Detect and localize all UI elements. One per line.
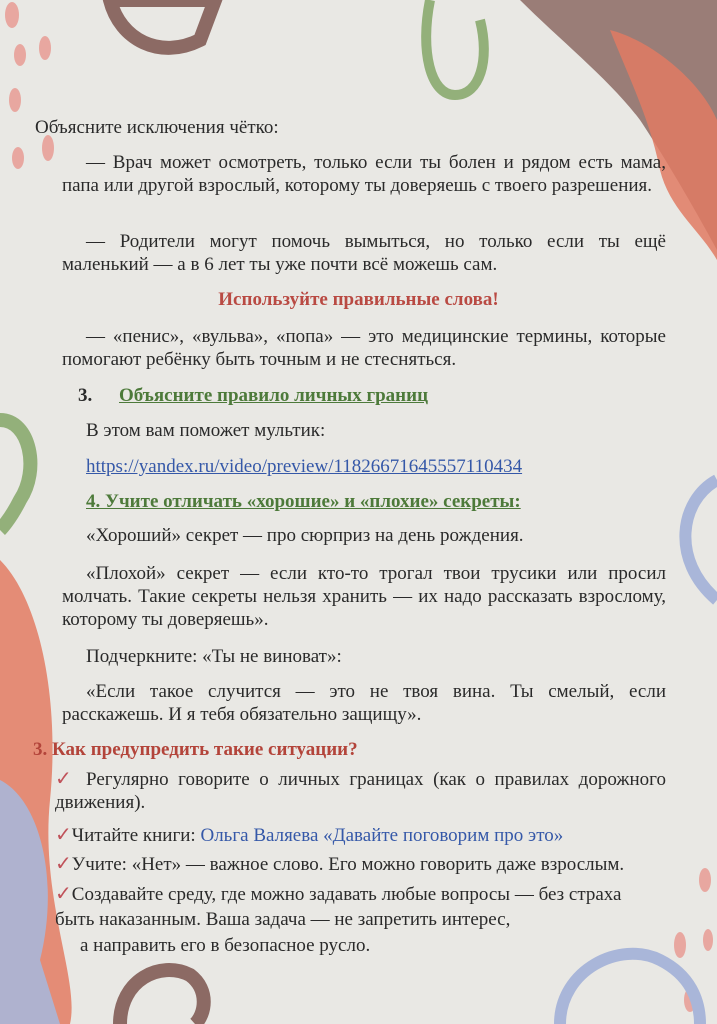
good-secret-text: «Хороший» секрет — про сюрприз на день рождения.	[86, 525, 524, 546]
prevention-item-1	[55, 768, 666, 814]
section3-number: 3.	[78, 385, 93, 406]
prevention-item-4-line1	[55, 883, 622, 906]
check-mark-icon: ✓	[55, 768, 77, 790]
prevention-number: 3.	[33, 739, 48, 760]
prevention-item-4-line3: а направить его в безопасное русло.	[80, 935, 371, 956]
prevention-heading	[33, 738, 358, 761]
section3-heading	[78, 384, 428, 407]
correct-words-heading: Используйте правильные слова!	[218, 289, 499, 310]
prevention-item-3-text: Учите: «Нет» — важное слово. Его можно говорить даже взрослым.	[71, 854, 625, 875]
section3-title: Объясните правило личных границ	[119, 385, 429, 406]
prevention-item-4-line2: быть наказанным. Ваша задача — не запретить интерес,	[55, 909, 511, 930]
prevention-item-2	[55, 824, 563, 847]
bad-secret-text: «Плохой» секрет — если кто-то трогал твои трусики или просил молчать. Такие секреты нельзя хранить — их надо рассказать взрослому, которому ты доверяешь».	[62, 563, 666, 630]
check-mark-icon: ✓	[55, 824, 72, 846]
cartoon-link[interactable]: https://yandex.ru/video/preview/11826671645557110434	[86, 456, 523, 477]
section4-heading: 4. Учите отличать «хорошие» и «плохие» секреты:	[86, 491, 521, 512]
prevention-title: Как предупредить такие ситуации?	[52, 739, 358, 760]
correct-words-text: — «пенис», «вульва», «попа» — это медицинские термины, которые помогают ребёнку быть точным и не стесняться.	[62, 326, 666, 370]
prevention-item-4-text-1: Создавайте среду, где можно задавать любые вопросы — без страха	[71, 884, 622, 905]
intro-text: Объясните исключения чётко:	[35, 117, 279, 138]
exception-parents: — Родители могут помочь вымыться, но только если ты ещё маленький — а в 6 лет ты уже почти всё можешь сам.	[62, 231, 666, 275]
prevention-item-2-prefix: Читайте книги:	[71, 825, 201, 846]
check-mark-icon: ✓	[55, 883, 72, 905]
cartoon-link-line	[86, 455, 522, 478]
prevention-item-3	[55, 853, 624, 876]
emphasize-text: Подчеркните: «Ты не виноват»:	[86, 646, 342, 667]
book-title: Ольга Валяева «Давайте поговорим про это»	[200, 825, 564, 846]
reassurance-quote: «Если такое случится — это не твоя вина. Ты смелый, если расскажешь. И я тебя обязательно защищу».	[62, 681, 666, 725]
check-mark-icon: ✓	[55, 853, 72, 875]
cartoon-text: В этом вам поможет мультик:	[86, 420, 326, 441]
exception-doctor: — Врач может осмотреть, только если ты болен и рядом есть мама, папа или другой взрослый, которому ты доверяешь с твоего разрешения.	[62, 152, 666, 196]
prevention-item-1-text: Регулярно говорите о личных границах (как о правилах дорожного движения).	[55, 769, 666, 813]
